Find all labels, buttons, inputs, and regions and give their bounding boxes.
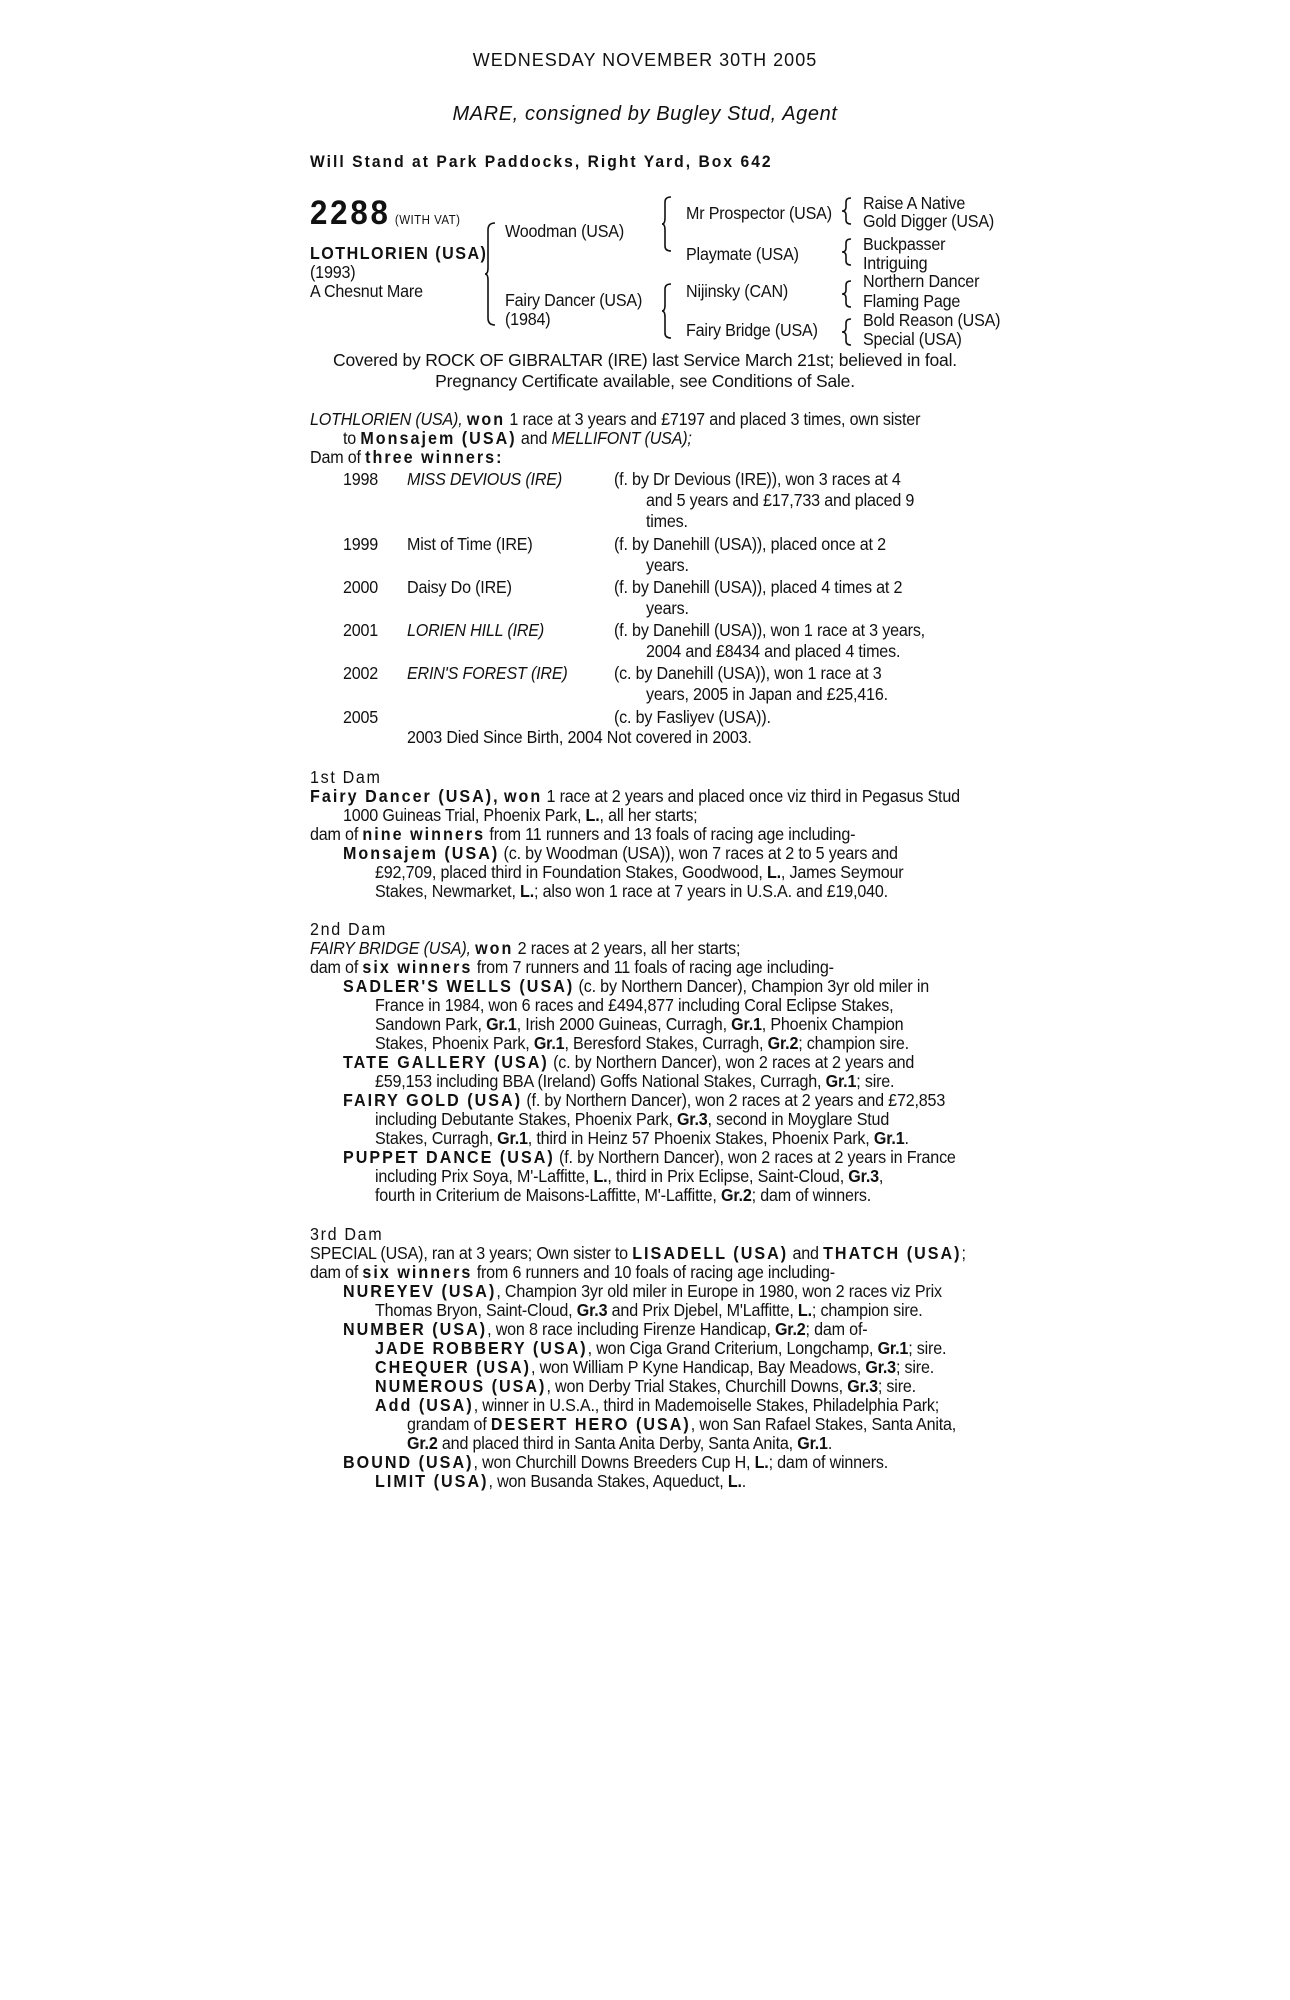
nureyev-line-1	[343, 1281, 942, 1301]
chequer-line	[375, 1357, 934, 1377]
text: Sandown Park,	[375, 1014, 482, 1034]
text: (c. by Woodman (USA)), won 7 races at 2 to 5 years and	[503, 843, 898, 863]
text: ; sire.	[856, 1071, 895, 1091]
produce-detail: (c. by Danehill (USA)), won 1 race at 3	[614, 663, 882, 683]
produce-detail: (f. by Danehill (USA)), placed once at 2	[614, 534, 886, 554]
horse-name: PUPPET DANCE (USA)	[343, 1147, 555, 1167]
produce-intro-2	[343, 428, 692, 448]
grade: L.	[585, 805, 600, 825]
grade: Gr.1	[497, 1128, 528, 1148]
grade: L.	[754, 1452, 769, 1472]
add-line-3	[407, 1433, 832, 1453]
horse-name: LIMIT (USA)	[375, 1471, 489, 1491]
third-dam-line-2	[310, 1262, 835, 1282]
jade-robbery-line	[375, 1338, 946, 1358]
text: , won Ciga Grand Criterium, Longchamp,	[587, 1338, 874, 1358]
text: from 11 runners and 13 foals of racing age including-	[489, 824, 856, 844]
text: ; dam of-	[805, 1319, 868, 1339]
pregnancy-line: Pregnancy Certificate available, see Conditions of Sale.	[435, 371, 855, 391]
text: , third in Heinz 57 Phoenix Stakes, Phoenix Park,	[527, 1128, 870, 1148]
won-word: won	[475, 938, 514, 958]
horse-name: BOUND (USA)	[343, 1452, 474, 1472]
grade: Gr.1	[533, 1033, 565, 1053]
text: and	[792, 1243, 819, 1263]
pedigree-dd-sire: Bold Reason (USA)	[863, 310, 1001, 330]
text: , Phoenix Champion	[761, 1014, 904, 1034]
text: , Champion 3yr old miler in Europe in 1980, won 2 races viz Prix	[496, 1281, 942, 1301]
produce-year: 2001	[343, 620, 379, 640]
horse-name: DESERT HERO (USA)	[490, 1414, 691, 1434]
sadlers-wells-line-1	[343, 976, 929, 996]
text: , won Busanda Stakes, Aqueduct,	[488, 1471, 724, 1491]
text: £59,153 including BBA (Ireland) Goffs National Stakes, Curragh,	[375, 1071, 822, 1091]
text: , second in Moyglare Stud	[707, 1109, 890, 1129]
horse-name: LOTHLORIEN (USA)	[310, 243, 488, 263]
grade: L.	[766, 862, 781, 882]
text: fourth in Criterium de Maisons-Laffitte, M'-Laffitte,	[375, 1185, 717, 1205]
winners-count: nine winners	[362, 824, 486, 844]
nureyev-line-2	[375, 1300, 923, 1320]
text: Stakes, Newmarket,	[375, 881, 516, 901]
produce-name: Daisy Do (IRE)	[407, 577, 512, 597]
text: and Prix Djebel, M'Laffitte,	[611, 1300, 794, 1320]
grade: Gr.2	[767, 1033, 799, 1053]
pedigree-sire-dam: Playmate (USA)	[686, 244, 799, 264]
text: including Prix Soya, M'-Laffitte,	[375, 1166, 590, 1186]
horse-name: FAIRY GOLD (USA)	[343, 1090, 523, 1110]
text: , Irish 2000 Guineas, Curragh,	[516, 1014, 727, 1034]
text: .	[741, 1471, 747, 1491]
winners-count: three winners:	[365, 447, 504, 467]
grade: Gr.2	[774, 1319, 806, 1339]
first-dam-line-4	[343, 843, 898, 863]
and-word: and	[520, 428, 548, 448]
produce-name: Mist of Time (IRE)	[407, 534, 533, 554]
pedigree-sire-sire: Mr Prospector (USA)	[686, 203, 832, 223]
sale-date: WEDNESDAY NOVEMBER 30TH 2005	[472, 50, 818, 70]
text: (c. by Northern Dancer), Champion 3yr old miler in	[578, 976, 930, 996]
produce-detail: (f. by Dr Devious (IRE)), won 3 races at 4	[614, 469, 901, 489]
text: dam of	[310, 957, 359, 977]
horse-description: A Chesnut Mare	[310, 281, 423, 301]
lot-number: 2288	[310, 194, 391, 232]
number-line-1	[343, 1319, 867, 1339]
text: (f. by Northern Dancer), won 2 races at 2 years in France	[559, 1147, 956, 1167]
produce-detail: and 5 years and £17,733 and placed 9	[646, 490, 915, 510]
grade: Gr.3	[865, 1357, 896, 1377]
vat-note: (WITH VAT)	[394, 213, 461, 227]
text: , won 8 race including Firenze Handicap,	[487, 1319, 771, 1339]
produce-detail: (f. by Danehill (USA)), won 1 race at 3 years,	[614, 620, 925, 640]
grade: Gr.3	[847, 1376, 878, 1396]
tate-gallery-line-2	[375, 1071, 894, 1091]
text: ;	[961, 1243, 966, 1263]
produce-detail: times.	[646, 511, 688, 531]
produce-detail: (f. by Danehill (USA)), placed 4 times at 2	[614, 577, 903, 597]
second-dam-heading: 2nd Dam	[310, 919, 387, 939]
third-dam-line-1	[310, 1243, 966, 1263]
winners-count: six winners	[362, 957, 473, 977]
produce-detail: years, 2005 in Japan and £25,416.	[646, 684, 888, 704]
pedigree-ss-dam: Gold Digger (USA)	[863, 211, 995, 231]
horse-name: LISADELL (USA)	[632, 1243, 789, 1263]
produce-year: 1998	[343, 469, 379, 489]
pedigree-sd-sire: Buckpasser	[863, 234, 946, 254]
text: ; champion sire.	[798, 1033, 909, 1053]
horse-name: THATCH (USA)	[823, 1243, 962, 1263]
puppet-dance-line-2	[375, 1166, 883, 1186]
add-line-2	[407, 1414, 956, 1434]
produce-detail: years.	[646, 598, 689, 618]
grade: Gr.1	[731, 1014, 762, 1034]
numerous-line	[375, 1376, 916, 1396]
grade: L.	[727, 1471, 742, 1491]
text: dam of	[310, 1262, 359, 1282]
text: , all her starts;	[599, 805, 698, 825]
tate-gallery-line-1	[343, 1052, 914, 1072]
first-dam-heading: 1st Dam	[310, 767, 382, 787]
mare-name: LOTHLORIEN (USA),	[310, 409, 463, 429]
third-dam-heading: 3rd Dam	[310, 1224, 384, 1244]
puppet-dance-line-3	[375, 1185, 871, 1205]
text: grandam of	[407, 1414, 487, 1434]
pedigree-ss-sire: Raise A Native	[863, 193, 966, 213]
text: Stakes, Phoenix Park,	[375, 1033, 530, 1053]
fairy-gold-line-1	[343, 1090, 945, 1110]
text: .	[827, 1433, 833, 1453]
pedigree-dam-dam: Fairy Bridge (USA)	[686, 320, 818, 340]
sadlers-wells-line-4	[375, 1033, 909, 1053]
grade: Gr.2	[721, 1185, 752, 1205]
text: Thomas Bryon, Saint-Cloud,	[375, 1300, 573, 1320]
text: , won William P Kyne Handicap, Bay Meadows,	[531, 1357, 862, 1377]
produce-name: MISS DEVIOUS (IRE)	[407, 469, 563, 489]
produce-detail: 2004 and £8434 and placed 4 times.	[646, 641, 901, 661]
stand-location: Will Stand at Park Paddocks, Right Yard, Box 642	[310, 152, 773, 171]
pedigree-dd-dam: Special (USA)	[863, 329, 962, 349]
dam-of-line	[310, 447, 503, 467]
consignment-line: MARE, consigned by Bugley Stud, Agent	[452, 103, 838, 125]
produce-intro	[310, 409, 920, 429]
horse-name: SADLER'S WELLS (USA)	[343, 976, 575, 996]
second-dam-line-2	[310, 957, 834, 977]
bound-line	[343, 1452, 888, 1472]
pedigree-brace-ds	[842, 280, 852, 308]
produce-year: 2000	[343, 577, 379, 597]
text: , James Seymour	[780, 862, 904, 882]
fairy-gold-line-2	[375, 1109, 889, 1129]
text: SPECIAL (USA), ran at 3 years; Own sister to	[310, 1243, 628, 1263]
text: ; also won 1 race at 7 years in U.S.A. and £19,040.	[533, 881, 888, 901]
second-dam-line-1	[310, 938, 740, 958]
pedigree-sd-dam: Intriguing	[863, 253, 928, 273]
limit-line	[375, 1471, 746, 1491]
grade: Gr.1	[825, 1071, 857, 1091]
first-dam-line-3	[310, 824, 855, 844]
pedigree-brace-ss	[842, 197, 852, 225]
first-dam-line-2	[343, 805, 697, 825]
sadlers-wells-line-3	[375, 1014, 903, 1034]
text: , winner in U.S.A., third in Mademoiselle Stakes, Philadelphia Park;	[473, 1395, 940, 1415]
first-dam-line-5	[375, 862, 903, 882]
dam-name: FAIRY BRIDGE (USA),	[310, 938, 471, 958]
pedigree-brace-dam	[662, 283, 672, 339]
sadlers-wells-line-2: France in 1984, won 6 races and £494,877 including Coral Eclipse Stakes,	[375, 995, 894, 1015]
grade: Gr.3	[676, 1109, 708, 1129]
text: , third in Prix Eclipse, Saint-Cloud,	[607, 1166, 844, 1186]
text: , won Churchill Downs Breeders Cup H,	[473, 1452, 751, 1472]
text: dam of	[310, 824, 359, 844]
produce-note: 2003 Died Since Birth, 2004 Not covered in 2003.	[407, 727, 752, 747]
horse-name: NUMBER (USA)	[343, 1319, 488, 1339]
text: .	[904, 1128, 909, 1148]
pedigree-ds-dam: Flaming Page	[863, 291, 961, 311]
pedigree-dam-sire: Nijinsky (CAN)	[686, 281, 789, 301]
text: £92,709, placed third in Foundation Stakes, Goodwood,	[375, 862, 763, 882]
text: and placed third in Santa Anita Derby, Santa Anita,	[441, 1433, 793, 1453]
text: ; sire.	[895, 1357, 935, 1377]
grade: Gr.1	[797, 1433, 828, 1453]
pedigree-dam-year: (1984)	[505, 309, 551, 329]
first-dam-line-6	[375, 881, 888, 901]
text: , won San Rafael Stakes, Santa Anita,	[690, 1414, 957, 1434]
grade: Gr.1	[873, 1128, 905, 1148]
pedigree-dam: Fairy Dancer (USA)	[505, 290, 643, 310]
horse-name: NUMEROUS (USA)	[375, 1376, 547, 1396]
text: ; dam of winners.	[768, 1452, 889, 1472]
horse-year: (1993)	[310, 262, 356, 282]
horse-name: TATE GALLERY (USA)	[343, 1052, 549, 1072]
text: Stakes, Curragh,	[375, 1128, 493, 1148]
text: ; dam of winners.	[751, 1185, 872, 1205]
horse-name: NUREYEV (USA)	[343, 1281, 497, 1301]
produce-year: 2002	[343, 663, 379, 683]
grade: Gr.2	[407, 1433, 438, 1453]
text: ; sire.	[877, 1376, 916, 1396]
produce-name: LORIEN HILL (IRE)	[407, 620, 545, 640]
grade: L.	[520, 881, 534, 901]
add-line-1	[375, 1395, 939, 1415]
horse-name: Add (USA)	[375, 1395, 474, 1415]
text: from 6 runners and 10 foals of racing age including-	[476, 1262, 835, 1282]
dam-name: Fairy Dancer (USA),	[310, 786, 500, 806]
produce-year: 1999	[343, 534, 379, 554]
text: ; sire.	[908, 1338, 947, 1358]
produce-detail: years.	[646, 555, 689, 575]
grade: Gr.3	[576, 1300, 608, 1320]
text: from 7 runners and 11 foals of racing age including-	[476, 957, 834, 977]
grade: Gr.1	[877, 1338, 909, 1358]
to-word: to	[343, 428, 357, 448]
pedigree-brace-dd	[842, 318, 852, 346]
produce-name: ERIN'S FOREST (IRE)	[407, 663, 568, 683]
won-word: won	[503, 786, 543, 806]
grade: Gr.1	[486, 1014, 517, 1034]
sibling-monsajem: Monsajem (USA)	[360, 428, 517, 448]
won-word: won	[466, 409, 506, 429]
lot-number-row	[310, 196, 460, 230]
grade: L.	[593, 1166, 608, 1186]
text: (c. by Northern Dancer), won 2 races at 2 years and	[553, 1052, 915, 1072]
grade: Gr.3	[848, 1166, 879, 1186]
horse-name: Monsajem (USA)	[343, 843, 500, 863]
pedigree-brace-main	[485, 222, 497, 326]
pedigree-sire: Woodman (USA)	[505, 221, 624, 241]
text: , won Derby Trial Stakes, Churchill Downs,	[546, 1376, 843, 1396]
winners-count: six winners	[362, 1262, 473, 1282]
text: ,	[878, 1166, 884, 1186]
pedigree-brace-sire	[662, 196, 672, 252]
grade: L.	[797, 1300, 812, 1320]
text: 1000 Guineas Trial, Phoenix Park,	[343, 805, 582, 825]
text: ; champion sire.	[811, 1300, 923, 1320]
sibling-mellifont: MELLIFONT (USA);	[551, 428, 692, 448]
intro-rest: 1 race at 3 years and £7197 and placed 3 times, own sister	[509, 409, 921, 429]
horse-name: JADE ROBBERY (USA)	[375, 1338, 588, 1358]
dam-of-word: Dam of	[310, 447, 361, 467]
produce-year: 2005	[343, 707, 379, 727]
fairy-gold-line-3	[375, 1128, 909, 1148]
text: (f. by Northern Dancer), won 2 races at 2 years and £72,853	[526, 1090, 946, 1110]
pedigree-ds-sire: Northern Dancer	[863, 271, 980, 291]
first-dam-line-1	[310, 786, 960, 806]
text: 2 races at 2 years, all her starts;	[517, 938, 741, 958]
pedigree-brace-sd	[842, 238, 852, 266]
text: including Debutante Stakes, Phoenix Park,	[375, 1109, 673, 1129]
horse-name: CHEQUER (USA)	[375, 1357, 532, 1377]
produce-detail: (c. by Fasliyev (USA)).	[614, 707, 771, 727]
text: , Beresford Stakes, Curragh,	[564, 1033, 764, 1053]
covering-line: Covered by ROCK OF GIBRALTAR (IRE) last Service March 21st; believed in foal.	[333, 350, 957, 370]
text: 1 race at 2 years and placed once viz third in Pegasus Stud	[546, 786, 960, 806]
puppet-dance-line-1	[343, 1147, 956, 1167]
